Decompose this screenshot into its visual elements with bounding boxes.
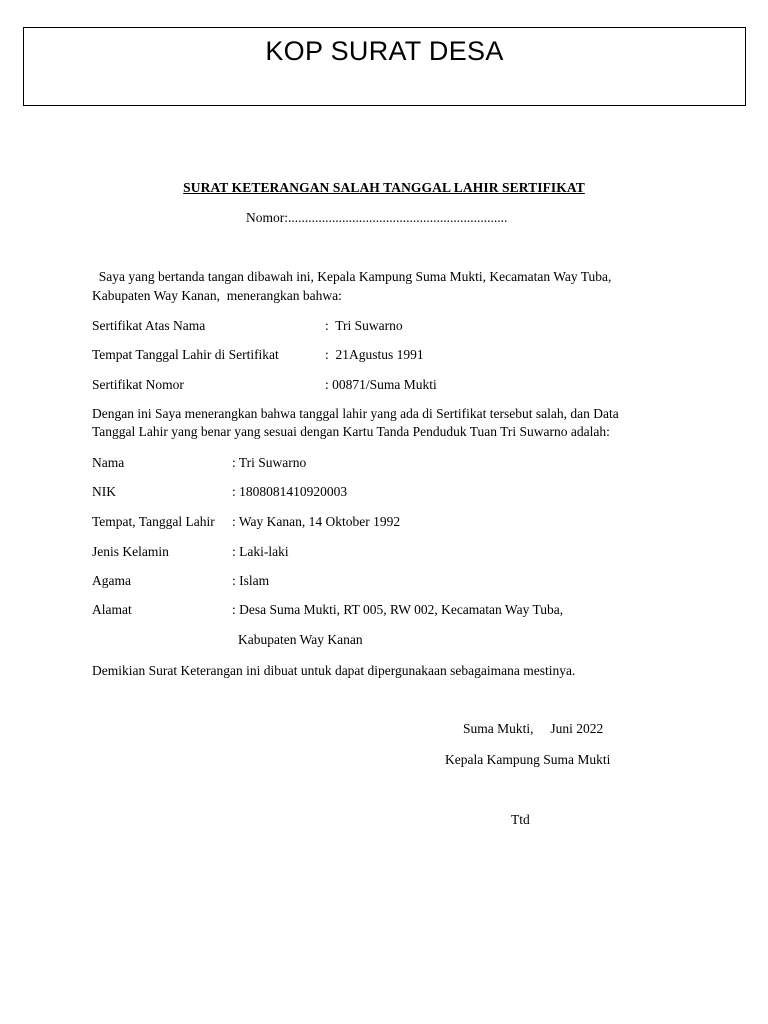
certificate-birth-label: Tempat Tanggal Lahir di Sertifikat [92,347,279,362]
statement-line-2: Tanggal Lahir yang benar yang sesuai dengan Kartu Tanda Penduduk Tuan Tri Suwarno adalah: [92,424,610,439]
identity-nik-value: : 1808081410920003 [232,484,348,499]
place-date: Suma Mukti, Juni 2022 [463,721,604,736]
closing-statement: Demikian Surat Keterangan ini dibuat untuk dapat dipergunakaan sebagaimana mestinya. [92,663,576,678]
intro-line-2: Kabupaten Way Kanan, menerangkan bahwa: [92,288,342,303]
identity-birth-value: : Way Kanan, 14 Oktober 1992 [232,514,401,529]
identity-address-label: Alamat [92,602,132,617]
signature: Ttd [511,812,530,827]
letter-title: SURAT KETERANGAN SALAH TANGGAL LAHIR SERTIFIKAT [183,180,585,195]
certificate-number-label: Sertifikat Nomor [92,377,184,392]
identity-religion-label: Agama [92,573,131,588]
identity-address-value: : Desa Suma Mukti, RT 005, RW 002, Kecamatan Way Tuba, [232,602,564,617]
certificate-name-label: Sertifikat Atas Nama [92,318,206,333]
identity-religion-value: : Islam [232,573,270,588]
letterhead-title: KOP SURAT DESA [265,36,504,66]
certificate-name-value: : Tri Suwarno [325,318,403,333]
identity-name-value: : Tri Suwarno [232,455,307,470]
certificate-birth-value: : 21Agustus 1991 [325,347,424,362]
identity-name-label: Nama [92,455,125,470]
letterhead-box [23,27,746,106]
identity-gender-value: : Laki-laki [232,544,289,559]
identity-address-continued: Kabupaten Way Kanan [238,632,363,647]
signatory-title: Kepala Kampung Suma Mukti [445,752,611,767]
identity-nik-label: NIK [92,484,116,499]
statement-line-1: Dengan ini Saya menerangkan bahwa tanggal lahir yang ada di Sertifikat tersebut salah, dan Data [92,406,619,421]
identity-birth-label: Tempat, Tanggal Lahir [92,514,215,529]
identity-gender-label: Jenis Kelamin [92,544,169,559]
certificate-number-value: : 00871/Suma Mukti [325,377,437,392]
letter-number: Nomor:................................................................. [246,210,508,225]
intro-line-1: Saya yang bertanda tangan dibawah ini, Kepala Kampung Suma Mukti, Kecamatan Way Tuba, [92,269,612,284]
